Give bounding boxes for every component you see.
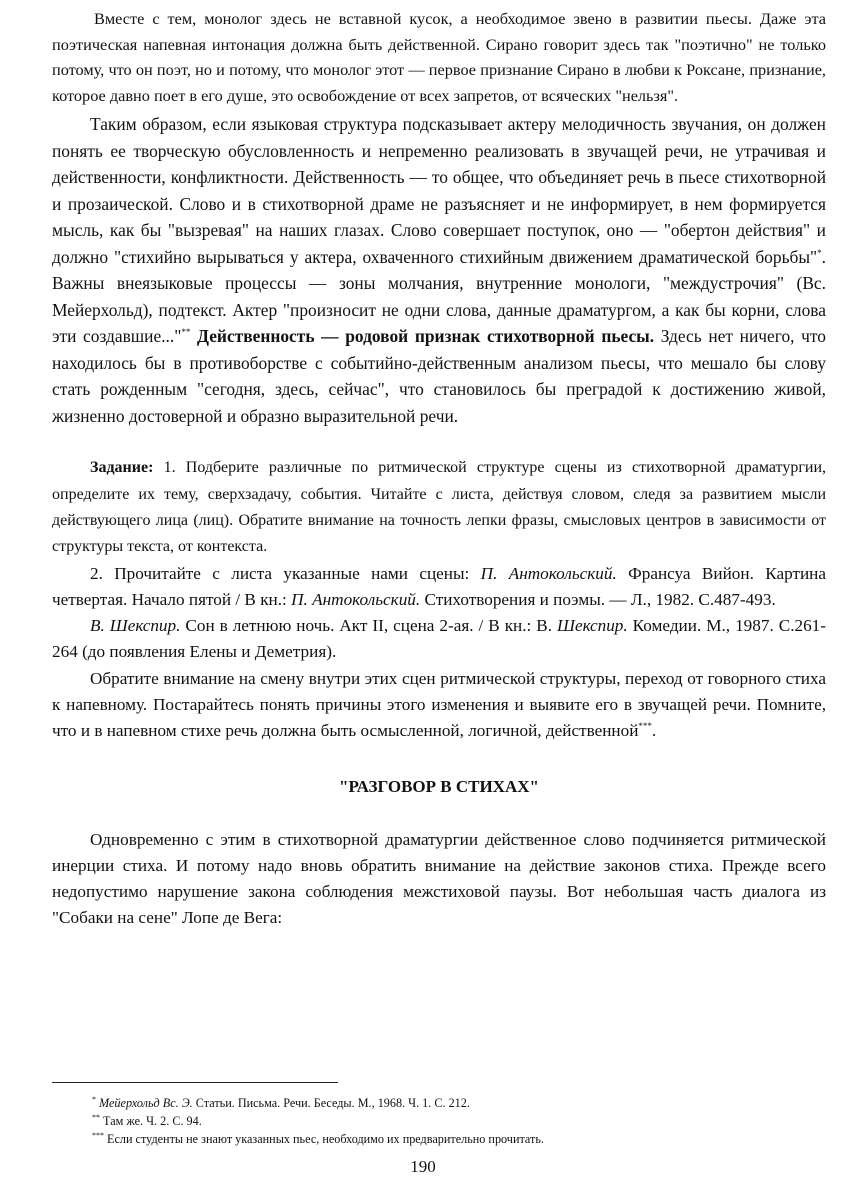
task-text: Франсуа Вийон. Картина четвертая. Начало пятой / В кн.: bbox=[52, 563, 826, 609]
footnote-ref-2: ** bbox=[181, 327, 191, 338]
task-label: Задание: bbox=[90, 459, 154, 477]
paragraph-text: Таким образом, если языковая структура подсказывает актеру мелодичность звучания, он должен понять ее творческую обусловленность и непременно реализовать в звучащей речи, не утрачивая и действенности, конфликтности. Действенность — то общее, что объединяет речь в пьесе стихотворной и прозаической. Слово и в стихотворной драме не разъясняет и не информирует, в нем формируется мысль, как бы "вызревая" на наших глазах. Слово совершает поступок, оно — "обертон действия" и должно "стихийно вырываться у актера, охваченного стихийным движением драматической борьбы" bbox=[52, 114, 826, 267]
task-text: 2. Прочитайте с листа указанные нами сцены: bbox=[90, 563, 481, 583]
task-text: Сон в летнюю ночь. Акт II, сцена 2-ая. / В кн.: В. bbox=[180, 616, 558, 636]
paragraph-action-in-verse bbox=[52, 111, 826, 429]
paragraph-text: . Важны внеязыковые процессы — зоны молчания, внутренние монологи, "междустрочия" (Вс. Мейерхольд), подтекст. Актер "произносит не одни слова, данные драматургом, а как бы корни, слова эти создавшие..." bbox=[52, 246, 826, 347]
task-text: . bbox=[651, 721, 657, 741]
author-name: П. Антокольский. bbox=[480, 563, 617, 583]
footnotes bbox=[52, 1094, 826, 1148]
footnote-1 bbox=[92, 1094, 826, 1112]
author-name: Мейерхольд Вс. Э. bbox=[99, 1096, 193, 1110]
footnote-3 bbox=[92, 1130, 826, 1148]
section-heading: "РАЗГОВОР В СТИХАХ" bbox=[339, 776, 539, 796]
task-item-4 bbox=[52, 666, 826, 745]
task-item-2 bbox=[52, 561, 826, 614]
footnote-divider bbox=[52, 1082, 338, 1083]
footnote-mark: *** bbox=[92, 1131, 104, 1140]
paragraph-text: Здесь нет ничего, что находилось бы в противоборстве с событийно-действенным анализом пьесы, что мешало бы слову стать рожденным "сегодня, здесь, сейчас", что становилось бы преградой к достижению живой, жизненно достоверной и образно выразительной речи. bbox=[52, 326, 826, 426]
footnote-text: Там же. Ч. 2. С. 94. bbox=[100, 1114, 202, 1128]
footnote-text: Статьи. Письма. Речи. Беседы. М., 1968. Ч. 1. С. 212. bbox=[192, 1096, 470, 1110]
footnote-mark: ** bbox=[92, 1113, 100, 1122]
task-text: Комедии. М., 1987. С.261-264 (до появления Елены и Деметрия). bbox=[52, 616, 826, 662]
footnote-mark: * bbox=[92, 1095, 96, 1104]
author-name: В. Шекспир. bbox=[90, 616, 181, 636]
footnote-ref-3: *** bbox=[638, 721, 652, 732]
task-text: 1. Подберите различные по ритмической структуре сцены из стихотворной драматургии, определите их тему, сверхзадачу, события. Читайте с листа, действуя словом, следя за развитием мысли действующего лица (лиц). Обратите внимание на точность лепки фразы, смысловых центров в зависимости от структуры текста, от контекста. bbox=[52, 459, 826, 556]
footnote-ref-1: * bbox=[817, 247, 822, 258]
paragraph-verse-dialogue: Одновременно с этим в стихотворной драматургии действенное слово подчиняется ритмической инерции стиха. И потому надо вновь обратить внимание на действие законов стиха. Прежде всего недопустимо нарушение закона соблюдения межстиховой паузы. Вот небольшая часть диалога из "Собаки на сене" Лопе де Вега: bbox=[52, 829, 826, 927]
footnote-2 bbox=[92, 1112, 826, 1130]
author-name: П. Антокольский. bbox=[291, 589, 421, 609]
page-number: 190 bbox=[410, 1157, 436, 1176]
task-item-1 bbox=[52, 455, 826, 560]
page-body bbox=[52, 6, 826, 931]
author-name: Шекспир. bbox=[557, 616, 628, 636]
task-text: Стихотворения и поэмы. — Л., 1982. С.487-493. bbox=[420, 589, 776, 609]
bold-thesis: Действенность — родовой признак стихотворной пьесы. bbox=[190, 326, 655, 347]
task-item-3 bbox=[52, 613, 826, 666]
task-text: Обратите внимание на смену внутри этих сцен ритмической структуры, переход от говорного стиха к напевному. Постарайтесь понять причины этого изменения и выявите его в звучащей речи. Помните, что и в напевном стихе речь должна быть осмысленной, логичной, действенной bbox=[52, 668, 826, 741]
paragraph-cyrano-monologue: Вместе с тем, монолог здесь не вставной кусок, а необходимое звено в развитии пьесы. Даже эта поэтическая напевная интонация должна быть действенной. Сирано говорит здесь так "поэтично" не только потому, что он поэт, но и потому, что монолог этот — первое признание Сирано в любви к Роксане, признание, которое давно поет в его душе, это освобождение от всех запретов, от всяческих "нельзя". bbox=[52, 9, 826, 105]
footnote-text: Если студенты не знают указанных пьес, необходимо их предварительно прочитать. bbox=[104, 1132, 544, 1146]
